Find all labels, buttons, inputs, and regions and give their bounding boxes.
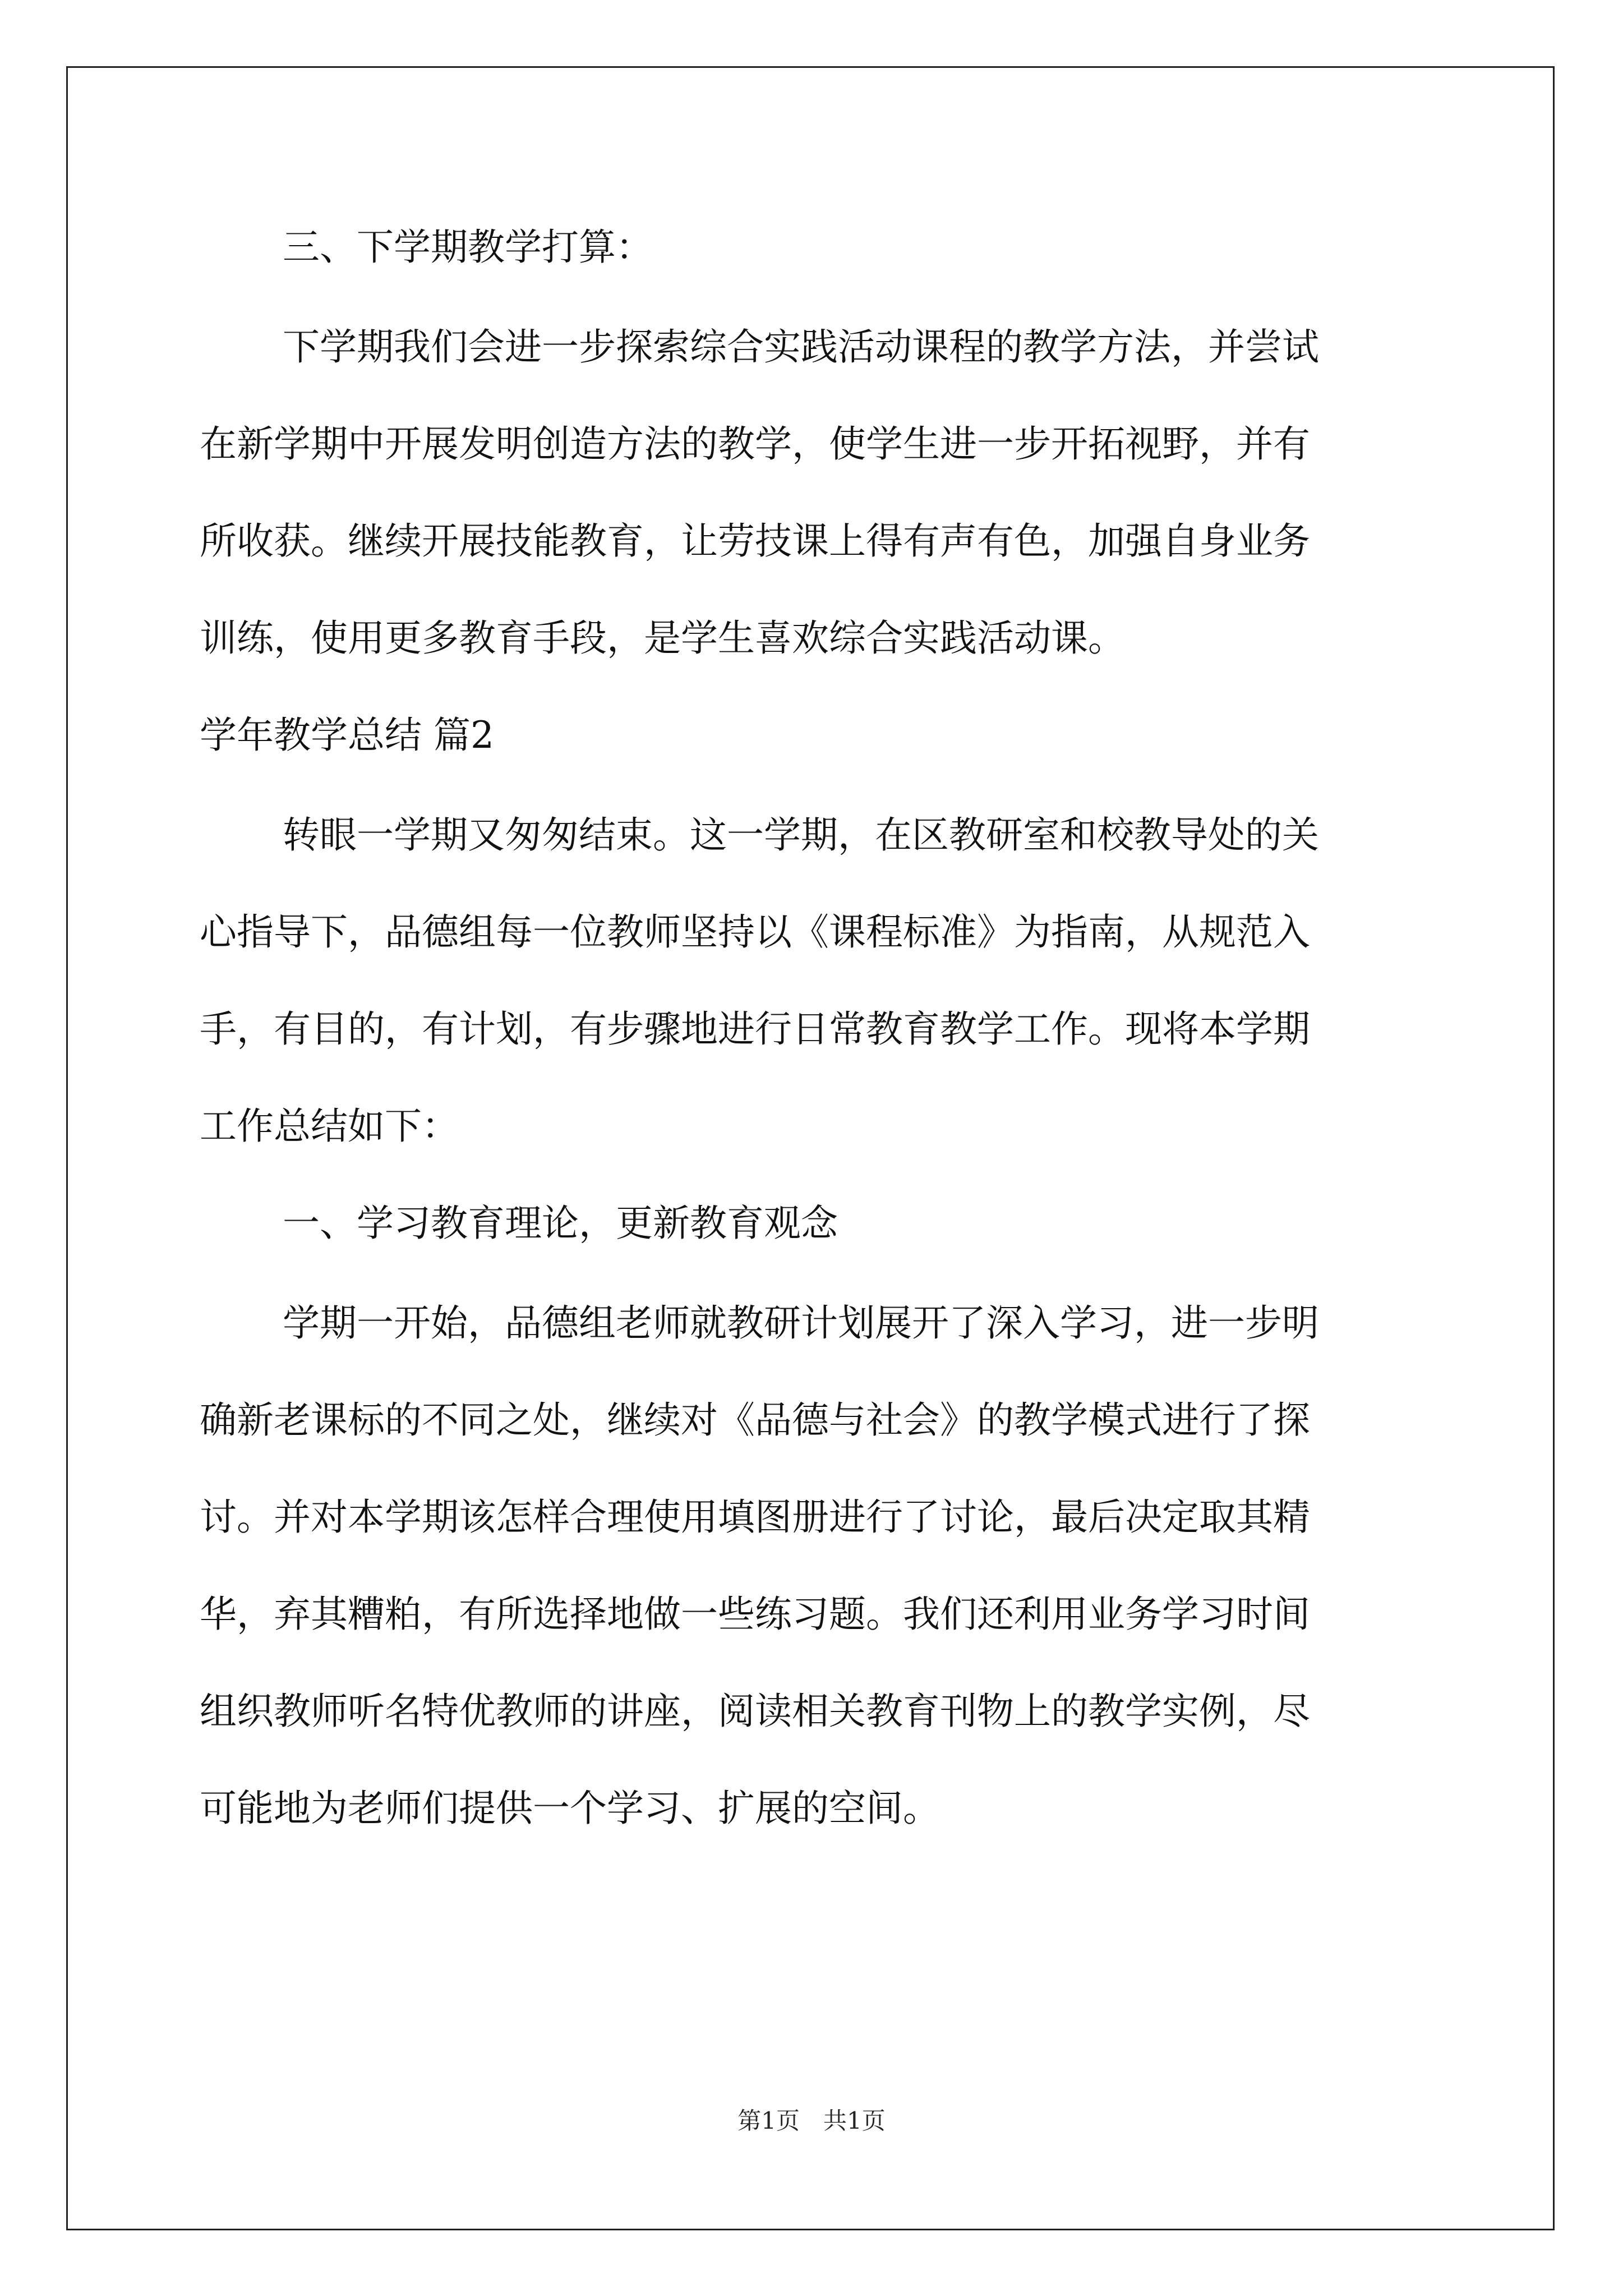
paragraph-line: 训练，使用更多教育手段，是学生喜欢综合实践活动课。: [200, 616, 1125, 660]
paragraph-line: 下学期我们会进一步探索综合实践活动课程的教学方法，并尝试: [283, 325, 1319, 369]
paragraph-line: 转眼一学期又匆匆结束。这一学期，在区教研室和校教导处的关: [283, 813, 1319, 857]
paragraph-line: 确新老课标的不同之处，继续对《品德与社会》的教学模式进行了探: [200, 1398, 1310, 1442]
paragraph-line: 组织教师听名特优教师的讲座，阅读相关教育刊物上的教学实例，尽: [200, 1690, 1310, 1733]
paragraph-line: 讨。并对本学期该怎样合理使用填图册进行了讨论，最后决定取其精: [200, 1496, 1310, 1539]
section-heading: 一、学习教育理论，更新教育观念: [283, 1202, 838, 1245]
paragraph-line: 工作总结如下：: [200, 1105, 459, 1148]
paragraph-line: 在新学期中开展发明创造方法的教学，使学生进一步开拓视野，并有: [200, 422, 1310, 466]
paragraph-line: 手，有目的，有计划，有步骤地进行日常教育教学工作。现将本学期: [200, 1007, 1310, 1051]
paragraph-line: 心指导下，品德组每一位教师坚持以《课程标准》为指南，从规范入: [200, 910, 1310, 954]
paragraph-line: 学期一开始，品德组老师就教研计划展开了深入学习，进一步明: [283, 1301, 1319, 1345]
paragraph-line: 可能地为老师们提供一个学习、扩展的空间。: [200, 1787, 940, 1830]
paragraph-line: 华，弃其糟粕，有所选择地做一些练习题。我们还利用业务学习时间: [200, 1593, 1310, 1636]
page-footer: 第1页 共1页: [737, 2107, 886, 2134]
section-heading: 三、下学期教学打算：: [283, 226, 653, 269]
article-title: 学年教学总结 篇2: [200, 714, 494, 757]
paragraph-line: 所收获。继续开展技能教育，让劳技课上得有声有色，加强自身业务: [200, 519, 1310, 563]
